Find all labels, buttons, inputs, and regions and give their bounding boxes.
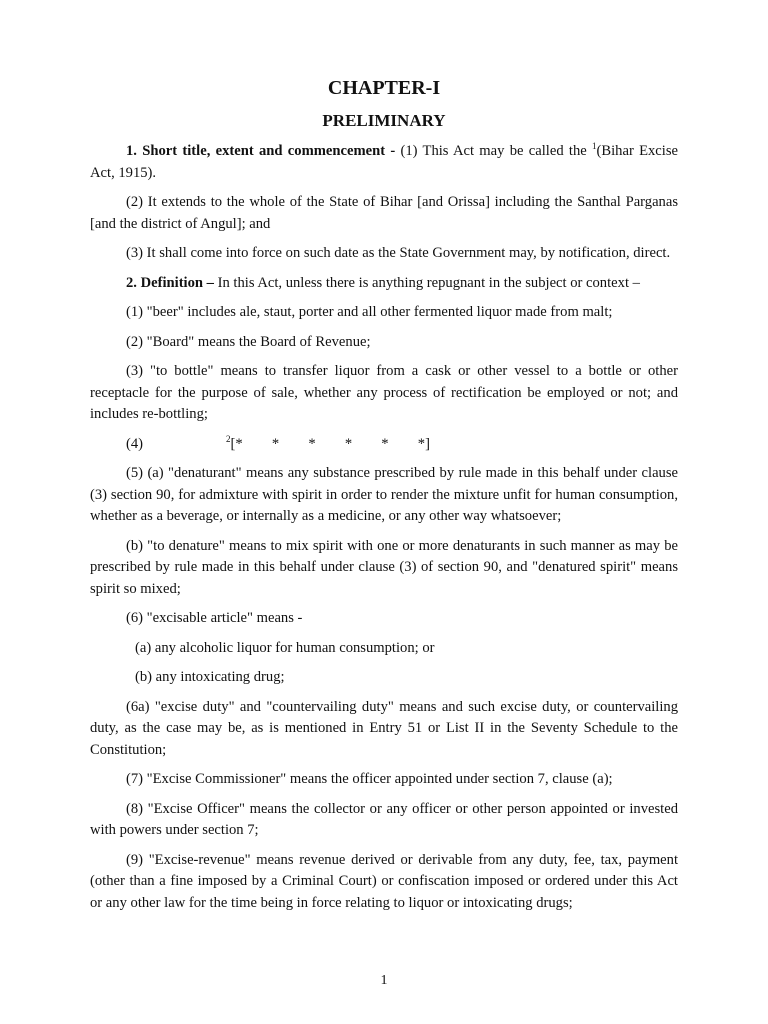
definition-3: (3) "to bottle" means to transfer liquor from a cask or other vessel to a bottle or other receptacle for the purpose of sale, whether any process of rectification be employed or not; and includes re-bottling; xyxy=(90,363,678,422)
definition-6a: (6a) "excise duty" and "countervailing duty" means and such excise duty, or countervailing duty, as the case may be, as is mentioned in Entry 51 or List II in the Seventy Schedule to the Constitution; xyxy=(90,698,678,758)
definition-7: (7) "Excise Commissioner" means the officer appointed under section 7, clause (a); xyxy=(126,771,613,787)
definition-6-item-b: (b) any intoxicating drug; xyxy=(135,669,285,685)
definition-8: (8) "Excise Officer" means the collector or any officer or other person appointed or invested with powers under section 7; xyxy=(90,800,678,838)
definition-4-number: (4) xyxy=(126,435,144,452)
definition-4-omitted xyxy=(90,434,678,456)
footnote-marker-2: 2 xyxy=(226,433,231,444)
section-2-paragraph xyxy=(90,273,678,295)
section-1-clause-3: (3) It shall come into force on such date as the State Government may, by notification, direct. xyxy=(126,245,671,261)
definition-4-omission xyxy=(226,434,430,456)
page-number: 1 xyxy=(380,973,388,988)
definition-9: (9) "Excise-revenue" means revenue derived or derivable from any duty, fee, tax, payment (other than a fine imposed by a Criminal Court) or confiscation imposed or ordered under this Act or any other law for the time being in force relating to liquor or intoxicating drugs; xyxy=(90,851,678,911)
document-body xyxy=(90,141,678,922)
section-1-paragraph xyxy=(90,141,678,184)
definition-6: (6) "excisable article" means - xyxy=(126,610,303,626)
section-2-heading: 2. Definition – xyxy=(126,274,214,291)
definition-5b: (b) "to denature" means to mix spirit with one or more denaturants in such manner as may be prescribed by rule made in this behalf under clause (3) of section 90, and "denatured spirit" means spirit so mixed; xyxy=(90,537,678,597)
chapter-heading: CHAPTER-I xyxy=(327,77,441,99)
section-1-clause-2: (2) It extends to the whole of the State of Bihar [and Orissa] including the Santhal Parganas [and the district of Angul]; and xyxy=(90,194,678,232)
section-1-text: (1) This Act may be called the xyxy=(395,143,593,159)
section-1-act-name: (Bihar Excise Act, 1915). xyxy=(90,143,678,181)
definition-1: (1) "beer" includes ale, staut, porter and all other fermented liquor made from malt; xyxy=(126,304,613,320)
definition-6-item-a: (a) any alcoholic liquor for human consumption; or xyxy=(135,639,435,656)
section-1-heading: 1. Short title, extent and commencement - xyxy=(126,143,396,159)
definition-5a: (5) (a) "denaturant" means any substance prescribed by rule made in this behalf under clause (3) section 90, for admixture with spirit in order to render the mixture unfit for human consumption, whether as a beverage, or internally as a medicine, or any other way whatsoever; xyxy=(90,465,678,524)
definition-2: (2) "Board" means the Board of Revenue; xyxy=(126,333,371,350)
chapter-subtitle: PRELIMINARY xyxy=(322,111,446,130)
footnote-marker-1: 1 xyxy=(592,141,597,152)
omission-stars: [* * * * * *] xyxy=(230,435,430,452)
section-2-text: In this Act, unless there is anything repugnant in the subject or context – xyxy=(213,274,640,291)
